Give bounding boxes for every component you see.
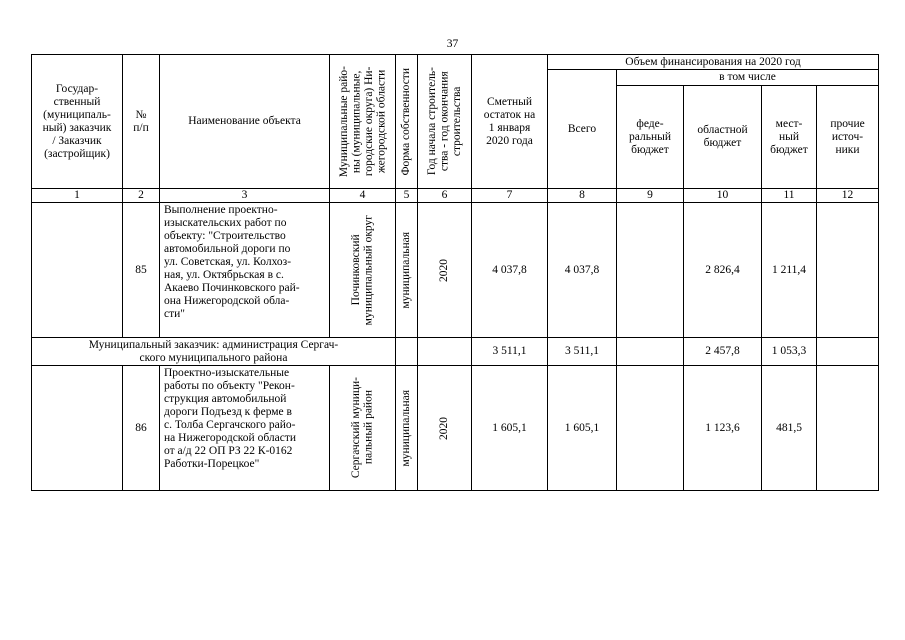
row-local: 481,5 xyxy=(762,366,817,491)
header-funding-group: Объем финансирования на 2020 год xyxy=(548,55,879,70)
row-total: 1 605,1 xyxy=(548,366,617,491)
column-numbers-row xyxy=(32,189,879,203)
column-number: 9 xyxy=(617,189,684,203)
header-ownership-form xyxy=(396,55,418,189)
summary-total: 3 511,1 xyxy=(548,338,617,366)
row-num: 86 xyxy=(123,366,160,491)
column-number: 2 xyxy=(123,189,160,203)
column-number: 5 xyxy=(396,189,418,203)
row-other xyxy=(817,203,879,338)
financing-table xyxy=(31,54,879,491)
header-municipal-district-text: Муниципальные райо- ны (муниципальные, городские округа) Ни- жегородской области xyxy=(337,65,387,178)
row-federal xyxy=(617,203,684,338)
row-customer xyxy=(32,203,123,338)
header-construction-years-text: Год начала строитель- ства - год окончания строительства xyxy=(425,67,463,176)
header-customer: Государ- ственный (муниципаль- ный) заказчик / Заказчик (застройщик) xyxy=(32,55,123,189)
page-number: 37 xyxy=(446,38,459,50)
table-row xyxy=(32,203,879,338)
header-num: № п/п xyxy=(123,55,160,189)
row-year xyxy=(418,203,472,338)
header-ownership-form-text: Форма собственности xyxy=(400,67,413,176)
summary-local: 1 053,3 xyxy=(762,338,817,366)
header-regional: областной бюджет xyxy=(684,86,762,189)
column-number: 7 xyxy=(472,189,548,203)
header-federal: феде- ральный бюджет xyxy=(617,86,684,189)
summary-federal xyxy=(617,338,684,366)
summary-year xyxy=(418,338,472,366)
summary-balance: 3 511,1 xyxy=(472,338,548,366)
row-year-text: 2020 xyxy=(438,416,451,440)
column-number: 1 xyxy=(32,189,123,203)
column-number: 6 xyxy=(418,189,472,203)
row-district-text: Починковский муниципальный округ xyxy=(350,214,375,326)
row-customer xyxy=(32,366,123,491)
row-balance: 1 605,1 xyxy=(472,366,548,491)
column-number: 3 xyxy=(160,189,330,203)
column-number: 10 xyxy=(684,189,762,203)
row-total: 4 037,8 xyxy=(548,203,617,338)
row-object-name: Выполнение проектно- изыскательских работ по объекту: "Строительство автомобильной дороги по ул. Советская, ул. Колхоз- ная, ул. Октябрьская в с. Акаево Починковского рай- она Нижегородской обла- сти" xyxy=(160,203,330,338)
header-construction-years xyxy=(418,55,472,189)
row-local: 1 211,4 xyxy=(762,203,817,338)
row-num: 85 xyxy=(123,203,160,338)
row-balance: 4 037,8 xyxy=(472,203,548,338)
header-local: мест- ный бюджет xyxy=(762,86,817,189)
summary-row xyxy=(32,338,879,366)
row-regional: 2 826,4 xyxy=(684,203,762,338)
row-other xyxy=(817,366,879,491)
header-object-name: Наименование объекта xyxy=(160,55,330,189)
table-row xyxy=(32,366,879,491)
row-ownership-text: муниципальная xyxy=(400,231,413,309)
summary-ownership xyxy=(396,338,418,366)
summary-regional: 2 457,8 xyxy=(684,338,762,366)
summary-other xyxy=(817,338,879,366)
row-regional: 1 123,6 xyxy=(684,366,762,491)
column-number: 8 xyxy=(548,189,617,203)
column-number: 12 xyxy=(817,189,879,203)
summary-label: Муниципальный заказчик: администрация Сергач- ского муниципального района xyxy=(32,338,396,366)
header-municipal-district xyxy=(330,55,396,189)
column-number: 4 xyxy=(330,189,396,203)
row-ownership xyxy=(396,366,418,491)
row-object-name: Проектно-изыскательные работы по объекту "Рекон- струкция автомобильной дороги Подъезд к ферме в с. Толба Сергачского райо- на Нижегородской области от а/д 22 ОП РЗ 22 К-0162 Работки-Порецкое" xyxy=(160,366,330,491)
row-year-text: 2020 xyxy=(438,258,451,282)
header-other: прочие источ- ники xyxy=(817,86,879,189)
row-federal xyxy=(617,366,684,491)
row-ownership-text: муниципальная xyxy=(400,389,413,467)
header-total: Всего xyxy=(548,70,617,189)
row-district xyxy=(330,366,396,491)
header-including: в том числе xyxy=(617,70,879,86)
row-district xyxy=(330,203,396,338)
row-district-text: Сергачский муници- пальный район xyxy=(350,377,375,479)
column-number: 11 xyxy=(762,189,817,203)
row-year xyxy=(418,366,472,491)
header-estimated-balance: Сметный остаток на 1 января 2020 года xyxy=(472,55,548,189)
row-ownership xyxy=(396,203,418,338)
